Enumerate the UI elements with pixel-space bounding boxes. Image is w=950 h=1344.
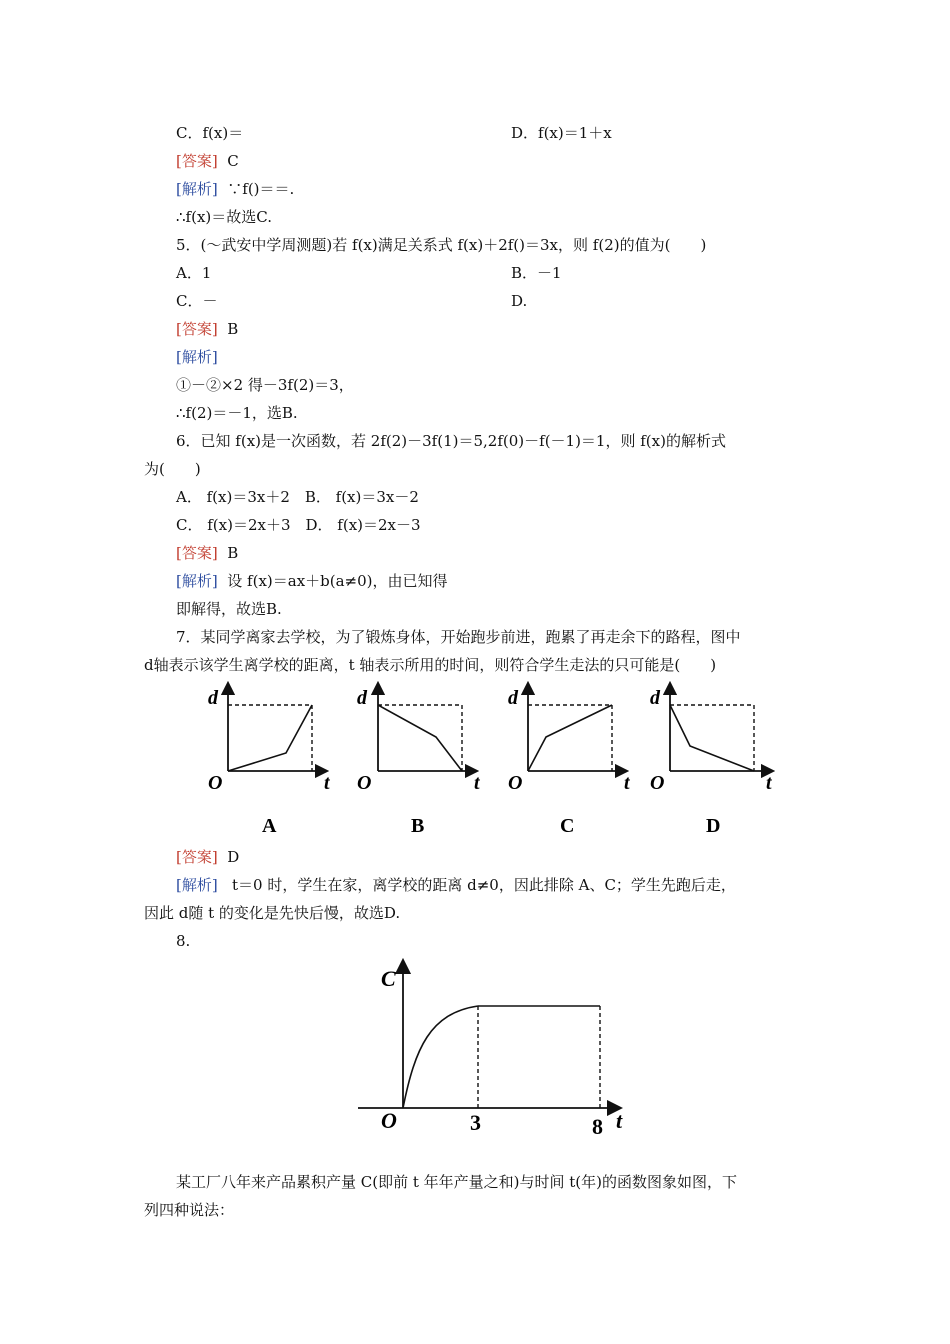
answer-tag: [答案]	[176, 152, 218, 170]
q4-option-d: D．f(x)＝1＋x	[511, 124, 612, 142]
graph-a	[208, 687, 331, 837]
x-axis-label: t	[474, 772, 480, 794]
q6-stem-2: 为( )	[144, 460, 201, 478]
q7-stem-1: 7．某同学离家去学校，为了锻炼身体，开始跑步前进，跑累了再走余下的路程，图中	[176, 628, 741, 646]
q5-answer: [答案] B	[176, 320, 239, 338]
answer-tag: [答案]	[176, 320, 218, 338]
q8-graph	[0, 958, 950, 1158]
explanation-tag: [解析]	[176, 876, 218, 894]
graph-label: D	[706, 815, 721, 837]
q7-answer: [答案] D	[176, 848, 240, 866]
q6-options-ab: A． f(x)＝3x＋2 B． f(x)＝3x－2	[176, 488, 419, 506]
q4-explanation-2: ∴f(x)＝故选C.	[176, 208, 272, 226]
q6-options-cd: C． f(x)＝2x＋3 D． f(x)＝2x－3	[176, 516, 421, 534]
q6-explanation: [解析] 设 f(x)＝ax＋b(a≠0)，由已知得	[176, 572, 448, 590]
origin-label: O	[381, 1108, 397, 1133]
q4-answer: [答案] C	[176, 152, 239, 170]
explanation-tag: [解析]	[176, 348, 218, 366]
graph-label: C	[560, 815, 575, 837]
answer-tag: [答案]	[176, 848, 218, 866]
q5-option-b: B．－1	[511, 264, 562, 282]
graph-label: B	[411, 815, 425, 837]
x-axis-label: t	[624, 772, 630, 794]
q4-option-c: C．f(x)＝	[176, 124, 244, 142]
graph-b	[357, 687, 481, 837]
graph-d	[650, 687, 773, 837]
origin-label: O	[208, 772, 223, 794]
q5-explanation-tag	[176, 347, 218, 367]
x-axis-label: t	[766, 772, 772, 794]
q7-explanation-1: [解析] t＝0 时，学生在家，离学校的距离 d≠0，因此排除 A、C；学生先跑后走，	[176, 876, 736, 894]
q5-explanation-1: ①－②×2 得－3f(2)＝3，	[176, 376, 354, 394]
tick-label: 8	[592, 1114, 603, 1139]
origin-label: O	[357, 772, 372, 794]
origin-label: O	[650, 772, 665, 794]
x-axis-label: t	[616, 1108, 623, 1133]
q8-stem-2: 列四种说法：	[144, 1201, 235, 1219]
y-axis-label: d	[508, 687, 518, 709]
y-axis-label: d	[208, 687, 218, 709]
q8-stem-1: 某工厂八年来产品累积产量 C(即前 t 年年产量之和)与时间 t(年)的函数图象如图，下	[176, 1173, 738, 1191]
q7-stem-2: d轴表示该学生离学校的距离，t 轴表示所用的时间，则符合学生走法的只可能是( )	[144, 656, 717, 674]
explanation-tag: [解析]	[176, 572, 218, 590]
y-axis-label: d	[650, 687, 660, 709]
q5-stem: 5．(～武安中学周测题)若 f(x)满足关系式 f(x)＋2f()＝3x，则 f(2)的值为( )	[176, 236, 707, 254]
y-axis-label: C	[381, 966, 396, 991]
q6-stem-1: 6．已知 f(x)是一次函数，若 2f(2)－3f(1)＝5,2f(0)－f(－1)＝1，则 f(x)的解析式	[176, 432, 726, 450]
graph-c	[508, 687, 631, 837]
y-axis-label: d	[357, 687, 367, 709]
q6-answer: [答案] B	[176, 544, 239, 562]
explanation-tag: [解析]	[176, 180, 218, 198]
q7-explanation-2: 因此 d随 t 的变化是先快后慢，故选D.	[144, 904, 401, 922]
q4-explanation: [解析] ∵f()＝＝.	[176, 180, 295, 198]
q8-number: 8.	[176, 932, 191, 950]
q5-option-d: D.	[511, 292, 528, 310]
x-axis-label: t	[324, 772, 330, 794]
origin-label: O	[508, 772, 523, 794]
q6-explanation-2: 即解得，故选B.	[176, 600, 282, 618]
q5-explanation-2: ∴f(2)＝－1，选B.	[176, 404, 298, 422]
q7-graphs	[0, 680, 950, 850]
tick-label: 3	[470, 1110, 481, 1135]
q5-option-c: C．－	[176, 292, 218, 310]
answer-tag: [答案]	[176, 544, 218, 562]
graph-label: A	[262, 815, 277, 837]
q5-option-a: A．1	[176, 264, 212, 282]
